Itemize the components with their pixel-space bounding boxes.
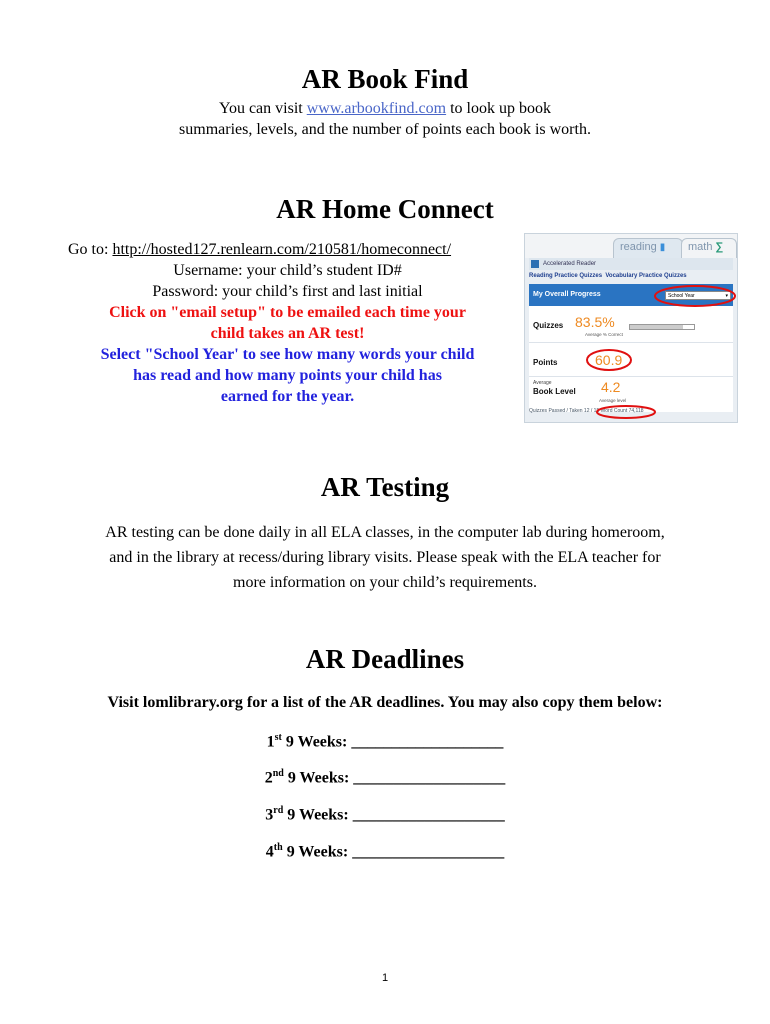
testing-paragraph bbox=[60, 520, 710, 595]
deadline-line-4 bbox=[0, 842, 770, 861]
app-logo-icon bbox=[531, 260, 539, 268]
book-find-text: You can visit bbox=[219, 100, 307, 117]
quizzes-sub: Average % Correct bbox=[585, 332, 623, 337]
deadline-sup: st bbox=[274, 732, 282, 743]
deadline-num: 3 bbox=[265, 806, 274, 824]
deadlines-title: AR Deadlines bbox=[305, 644, 465, 674]
deadline-num: 4 bbox=[265, 843, 274, 861]
deadline-text: 9 Weeks: ___________________ bbox=[282, 843, 505, 861]
nav-reading-practice[interactable]: Reading Practice Quizzes bbox=[529, 273, 603, 279]
testing-line3 bbox=[60, 570, 710, 595]
tab-bar bbox=[525, 234, 737, 258]
homeconnect-url[interactable]: http://hosted127.renlearn.com/210581/homeconnect/ bbox=[112, 241, 452, 258]
testing-title: AR Testing bbox=[320, 472, 450, 502]
year-note-3: earned for the year. bbox=[220, 388, 355, 405]
tab-math-label: math bbox=[688, 241, 713, 253]
goto-label: Go to: bbox=[68, 241, 113, 258]
deadline-line-1 bbox=[0, 732, 770, 751]
divider bbox=[529, 376, 733, 377]
book-icon: ▮ bbox=[659, 242, 666, 253]
math-icon: ∑ bbox=[715, 241, 724, 253]
points-label: Points bbox=[533, 358, 558, 367]
year-note-2: has read and how many points your child has bbox=[133, 367, 442, 384]
sub-nav bbox=[529, 271, 733, 281]
deadlines-visit: Visit lomlibrary.org for a list of the AR deadlines. You may also copy them below: bbox=[107, 694, 663, 711]
home-connect-screenshot bbox=[524, 233, 738, 423]
deadline-line-2 bbox=[0, 768, 770, 787]
booklevel-small: Average bbox=[533, 380, 552, 386]
username-line: Username: your child’s student ID# bbox=[173, 262, 402, 279]
deadline-num: 2 bbox=[264, 769, 273, 787]
home-connect-instructions bbox=[60, 239, 515, 407]
arbookfind-link[interactable]: www.arbookfind.com bbox=[306, 100, 447, 117]
booklevel-sub: Average level bbox=[599, 398, 627, 403]
book-find-line1 bbox=[0, 98, 770, 119]
points-value: 60.9 bbox=[595, 352, 623, 368]
deadline-sup: th bbox=[273, 842, 283, 853]
book-find-line2: summaries, levels, and the number of points each book is worth. bbox=[179, 121, 591, 138]
booklevel-label: Book Level bbox=[533, 387, 576, 396]
tab-reading-label: reading bbox=[620, 241, 657, 253]
testing-line1: AR testing can be done daily in all ELA classes, in the computer lab during homeroom, bbox=[105, 524, 665, 541]
password-line: Password: your child’s first and last initial bbox=[152, 283, 423, 300]
quizzes-progress-fill bbox=[630, 325, 683, 329]
deadline-text: 9 Weeks: ___________________ bbox=[283, 806, 505, 824]
home-connect-title: AR Home Connect bbox=[276, 194, 494, 224]
book-find-title: AR Book Find bbox=[301, 64, 469, 94]
deadline-num: 1 bbox=[266, 733, 275, 751]
deadline-text: 9 Weeks: ___________________ bbox=[281, 733, 504, 751]
select-value: School Year bbox=[668, 293, 695, 299]
tab-math[interactable] bbox=[681, 238, 737, 258]
select-highlight-circle bbox=[653, 284, 737, 310]
email-note-1: Click on "email setup" to be emailed each time your bbox=[109, 304, 466, 321]
book-find-text-tail: to look up book bbox=[446, 100, 551, 117]
panel-footer: Quizzes Passed / Taken 12 / 15 Word Count 74,118 bbox=[529, 408, 644, 414]
deadline-sup: rd bbox=[273, 805, 284, 816]
nav-vocabulary-practice[interactable]: Vocabulary Practice Quizzes bbox=[605, 273, 687, 279]
quizzes-progress-bar bbox=[629, 324, 695, 330]
deadline-sup: nd bbox=[272, 768, 284, 779]
chevron-down-icon: ▾ bbox=[725, 293, 728, 299]
app-bar bbox=[529, 258, 733, 270]
tab-reading[interactable] bbox=[613, 238, 683, 258]
quizzes-value: 83.5% bbox=[575, 314, 615, 330]
testing-line2: and in the library at recess/during library visits. Please speak with the ELA teacher for bbox=[109, 549, 661, 566]
deadline-line-3 bbox=[0, 805, 770, 824]
points-highlight-circle bbox=[585, 347, 633, 373]
app-name: Accelerated Reader bbox=[543, 261, 597, 267]
year-note-1: Select "School Year' to see how many words your child bbox=[100, 346, 475, 363]
progress-header-label: My Overall Progress bbox=[533, 291, 601, 298]
quizzes-label: Quizzes bbox=[533, 321, 564, 330]
booklevel-value: 4.2 bbox=[601, 379, 621, 395]
testing-line3-text: more information on your child’s requirements. bbox=[233, 574, 537, 591]
divider bbox=[529, 342, 733, 343]
wordcount-highlight-circle bbox=[595, 404, 657, 420]
deadline-text: 9 Weeks: ___________________ bbox=[283, 769, 506, 787]
goto-line bbox=[60, 239, 515, 260]
email-note-2: child takes an AR test! bbox=[210, 325, 365, 342]
page-number: 1 bbox=[381, 972, 389, 984]
